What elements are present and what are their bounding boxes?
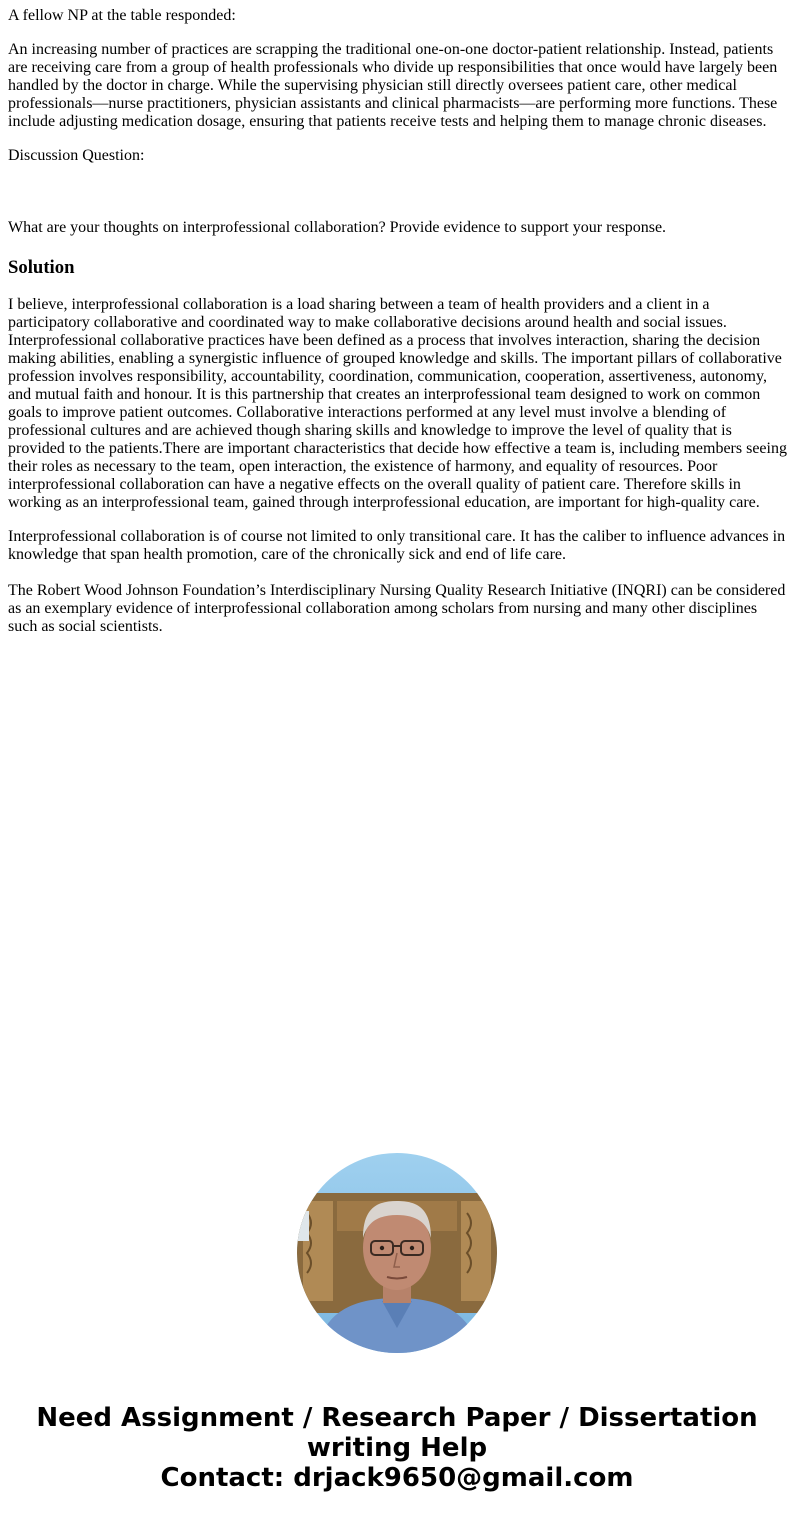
solution-heading: Solution: [8, 257, 75, 278]
context-paragraph: An increasing number of practices are scrapping the traditional one-on-one doctor-patient relationship. Instead, patients are receiving care from a group of health professionals who divide up responsibilities that once would have largely been handled by the doctor in charge. While the supervising physician still directly oversees patient care, other medical professionals—nurse practitioners, physician assistants and clinical pharmacists—are performing more functions. These include adjusting medication dosage, ensuring that patients receive tests and helping them to manage chronic diseases.: [8, 41, 778, 130]
question-label: Discussion Question:: [8, 147, 145, 164]
promo-line-2: writing Help: [306, 1433, 488, 1463]
intro-lead: A fellow NP at the table responded:: [8, 7, 236, 24]
promo-banner: [0, 1403, 794, 1493]
solution-paragraph-2: Interprofessional collaboration is of course not limited to only transitional care. It has the caliber to influence advances in knowledge that span health promotion, care of the chronically sick and end of life care.: [8, 528, 786, 563]
solution-paragraph-1: I believe, interprofessional collaboration is a load sharing between a team of health providers and a client in a participatory collaborative and coordinated way to make collaborative decisions around health and social issues. Interprofessional collaborative practices have been defined as a process that involves interaction, sharing the decision making abilities, enabling a synergistic influence of grouped knowledge and skills. The important pillars of collaborative profession involves responsibility, accountability, coordination, communication, cooperation, assertiveness, autonomy, and mutual faith and honour. It is this partnership that creates an interprofessional team designed to work on common goals to improve patient outcomes. Collaborative interactions performed at any level must involve a blending of professional cultures and are achieved though sharing skills and knowledge to improve the level of quality that is provided to the patients.There are important characteristics that decide how effective a team is, including members seeing their roles as necessary to the team, open interaction, the existence of harmony, and equality of resources. Poor interprofessional collaboration can have a negative effects on the overall quality of patient care. Therefore skills in working as an interprofessional team, gained through interprofessional education, are important for high-quality care.: [8, 296, 787, 511]
discussion-question: What are your thoughts on interprofessional collaboration? Provide evidence to support your response.: [8, 219, 667, 236]
promo-contact: Contact: drjack9650@gmail.com: [160, 1463, 634, 1493]
solution-paragraph-3: The Robert Wood Johnson Foundation’s Interdisciplinary Nursing Quality Research Initiative (INQRI) can be considered as an exemplary evidence of interprofessional collaboration among scholars from nursing and many other disciplines such as social scientists.: [8, 582, 786, 635]
promo-line-1: Need Assignment / Research Paper / Dissertation: [36, 1403, 758, 1433]
author-photo-icon: [297, 1153, 497, 1353]
author-avatar: [297, 1153, 497, 1353]
